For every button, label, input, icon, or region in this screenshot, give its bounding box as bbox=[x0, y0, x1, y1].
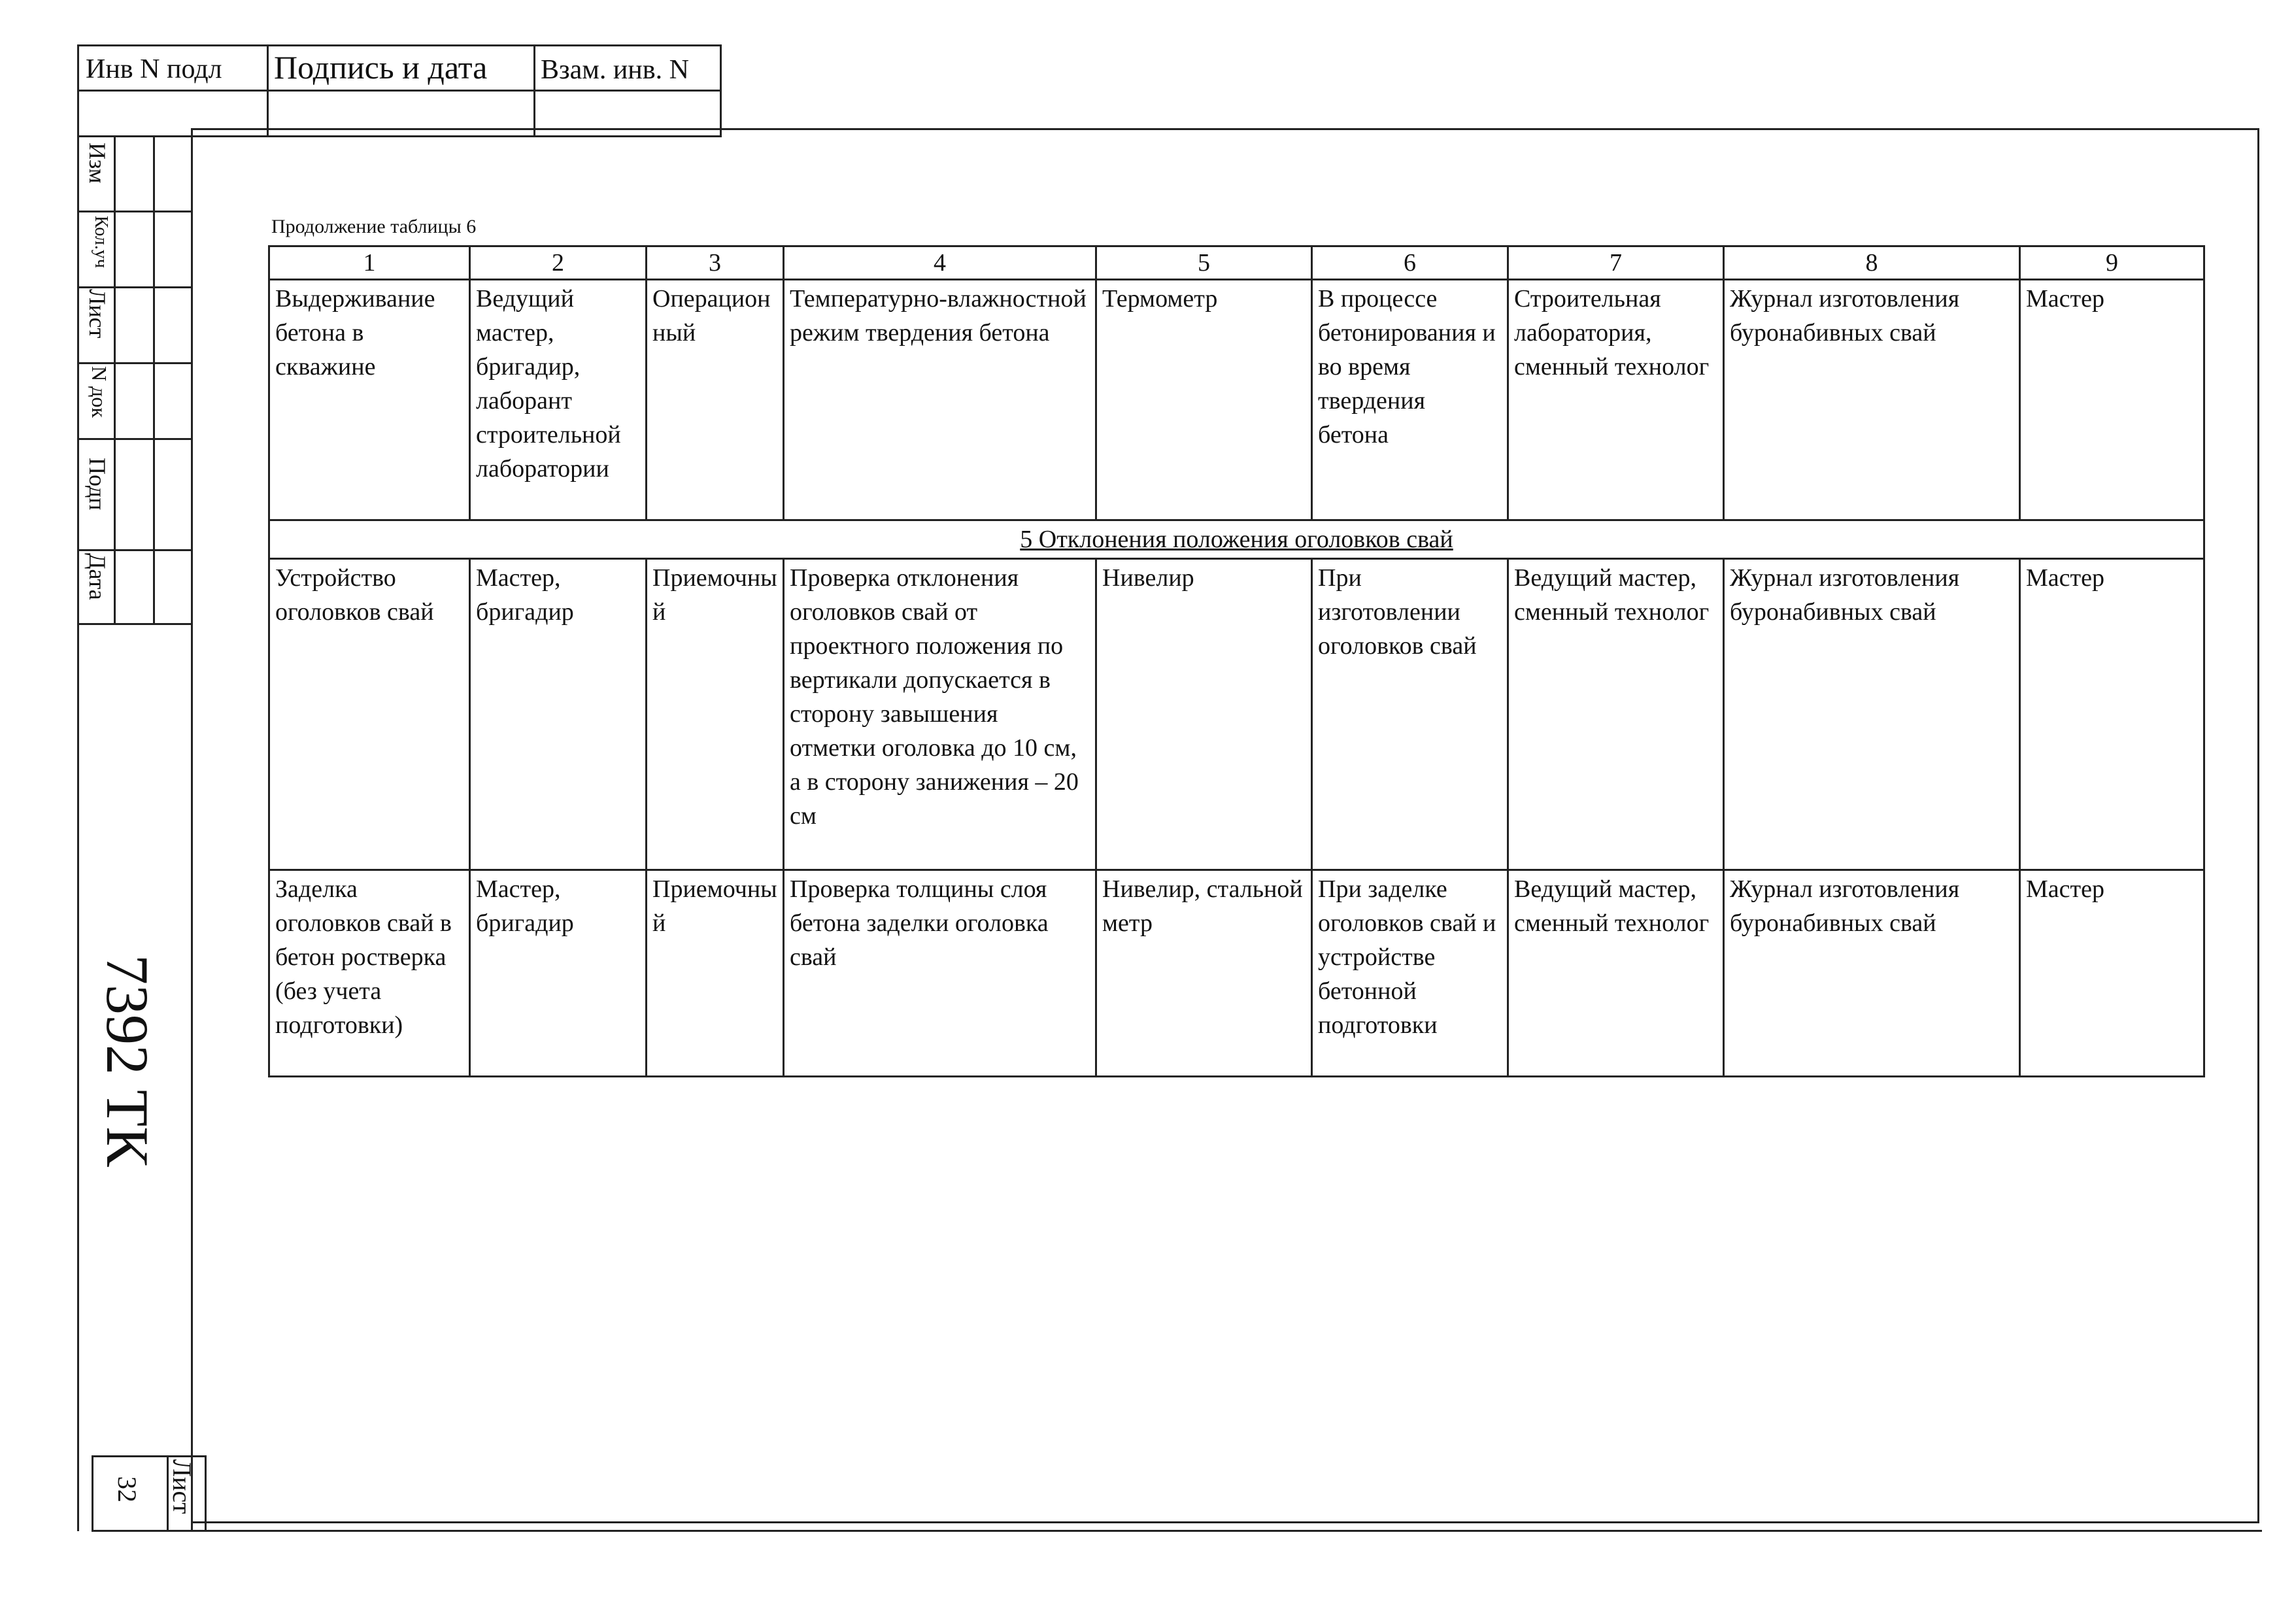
cell-inspector: Ведущий мастер, сменный технолог bbox=[1508, 559, 1724, 870]
section-row bbox=[269, 520, 2204, 559]
signature-cell bbox=[269, 46, 535, 135]
rev-row-line bbox=[77, 211, 193, 212]
cell-accepter: Мастер bbox=[2020, 870, 2204, 1077]
cell-operation: Устройство оголовков свай bbox=[269, 559, 470, 870]
cell-timing: При заделке оголовков свай и устройстве бетонной подготовки bbox=[1312, 870, 1508, 1077]
cell-record: Журнал изготовления буронабивных свай bbox=[1724, 559, 2020, 870]
revision-block bbox=[77, 137, 193, 625]
cell-instrument: Нивелир, стальной метр bbox=[1096, 870, 1312, 1077]
header-cell: 9 bbox=[2020, 246, 2204, 280]
header-cell: 2 bbox=[470, 246, 647, 280]
header-cell: 7 bbox=[1508, 246, 1724, 280]
rev-label-podp: Подп bbox=[84, 458, 110, 511]
header-cell: 8 bbox=[1724, 246, 2020, 280]
inventory-cell bbox=[79, 46, 269, 135]
approval-stamp bbox=[77, 44, 722, 137]
inventory-label: Инв N подл bbox=[79, 46, 267, 92]
cell-operation: Заделка оголовков свай в бетон ростверка (без учета подготовки) bbox=[269, 870, 470, 1077]
rev-row-line bbox=[77, 286, 193, 288]
inspection-table bbox=[268, 245, 2205, 1077]
document-code: 7392 ТК bbox=[94, 955, 161, 1167]
sheet-number: 32 bbox=[112, 1476, 142, 1502]
cell-inspector: Строительная лаборатория, сменный технолог bbox=[1508, 280, 1724, 520]
header-cell: 5 bbox=[1096, 246, 1312, 280]
cell-timing: В процессе бетонирования и во время твердения бетона bbox=[1312, 280, 1508, 520]
cell-inspector: Ведущий мастер, сменный технолог bbox=[1508, 870, 1724, 1077]
signature-label: Подпись и дата bbox=[269, 46, 533, 92]
rev-label-data: Дата bbox=[84, 553, 110, 600]
table-row bbox=[269, 559, 2204, 870]
replacement-label: Взам. инв. N bbox=[535, 46, 720, 92]
section-title: 5 Отклонения положения оголовков свай bbox=[269, 520, 2204, 559]
rev-row-line bbox=[77, 438, 193, 440]
cell-responsible: Мастер, бригадир bbox=[470, 559, 647, 870]
header-cell: 1 bbox=[269, 246, 470, 280]
side-block-bottom-line bbox=[92, 1530, 2262, 1532]
header-cell: 4 bbox=[784, 246, 1096, 280]
cell-instrument: Нивелир bbox=[1096, 559, 1312, 870]
rev-label-n-dok: N док bbox=[88, 366, 111, 418]
cell-record: Журнал изготовления буронабивных свай bbox=[1724, 280, 2020, 520]
cell-timing: При изготовлении оголовков свай bbox=[1312, 559, 1508, 870]
table-row bbox=[269, 870, 2204, 1077]
cell-control-type: Приемочный bbox=[647, 870, 784, 1077]
rev-label-kol-uch: Кол.уч bbox=[91, 216, 111, 268]
cell-controlled-item: Проверка толщины слоя бетона заделки оголовка свай bbox=[784, 870, 1096, 1077]
table-row bbox=[269, 280, 2204, 520]
cell-accepter: Мастер bbox=[2020, 280, 2204, 520]
cell-record: Журнал изготовления буронабивных свай bbox=[1724, 870, 2020, 1077]
rev-row-line bbox=[77, 362, 193, 364]
cell-controlled-item: Проверка отклонения оголовков свай от проектного положения по вертикали допускается в сторону завышения отметки оголовка до 10 см, а в сторону занижения – 20 см bbox=[784, 559, 1096, 870]
cell-control-type: Приемочный bbox=[647, 559, 784, 870]
cell-responsible: Ведущий мастер, бригадир, лаборант строительной лаборатории bbox=[470, 280, 647, 520]
header-cell: 3 bbox=[647, 246, 784, 280]
rev-row-line bbox=[77, 623, 193, 625]
cell-responsible: Мастер, бригадир bbox=[470, 870, 647, 1077]
table-header-row bbox=[269, 246, 2204, 280]
cell-control-type: Операционный bbox=[647, 280, 784, 520]
rev-label-list: Лист bbox=[84, 289, 110, 339]
header-cell: 6 bbox=[1312, 246, 1508, 280]
cell-controlled-item: Температурно-влажностной режим твердения бетона bbox=[784, 280, 1096, 520]
rev-row-line bbox=[77, 549, 193, 551]
cell-accepter: Мастер bbox=[2020, 559, 2204, 870]
cell-operation: Выдерживание бетона в скважине bbox=[269, 280, 470, 520]
rev-label-izm: Изм bbox=[84, 143, 110, 184]
cell-instrument: Термометр bbox=[1096, 280, 1312, 520]
sheet-label: Лист bbox=[167, 1459, 197, 1514]
table-caption: Продолжение таблицы 6 bbox=[271, 216, 477, 237]
replacement-cell bbox=[535, 46, 720, 135]
